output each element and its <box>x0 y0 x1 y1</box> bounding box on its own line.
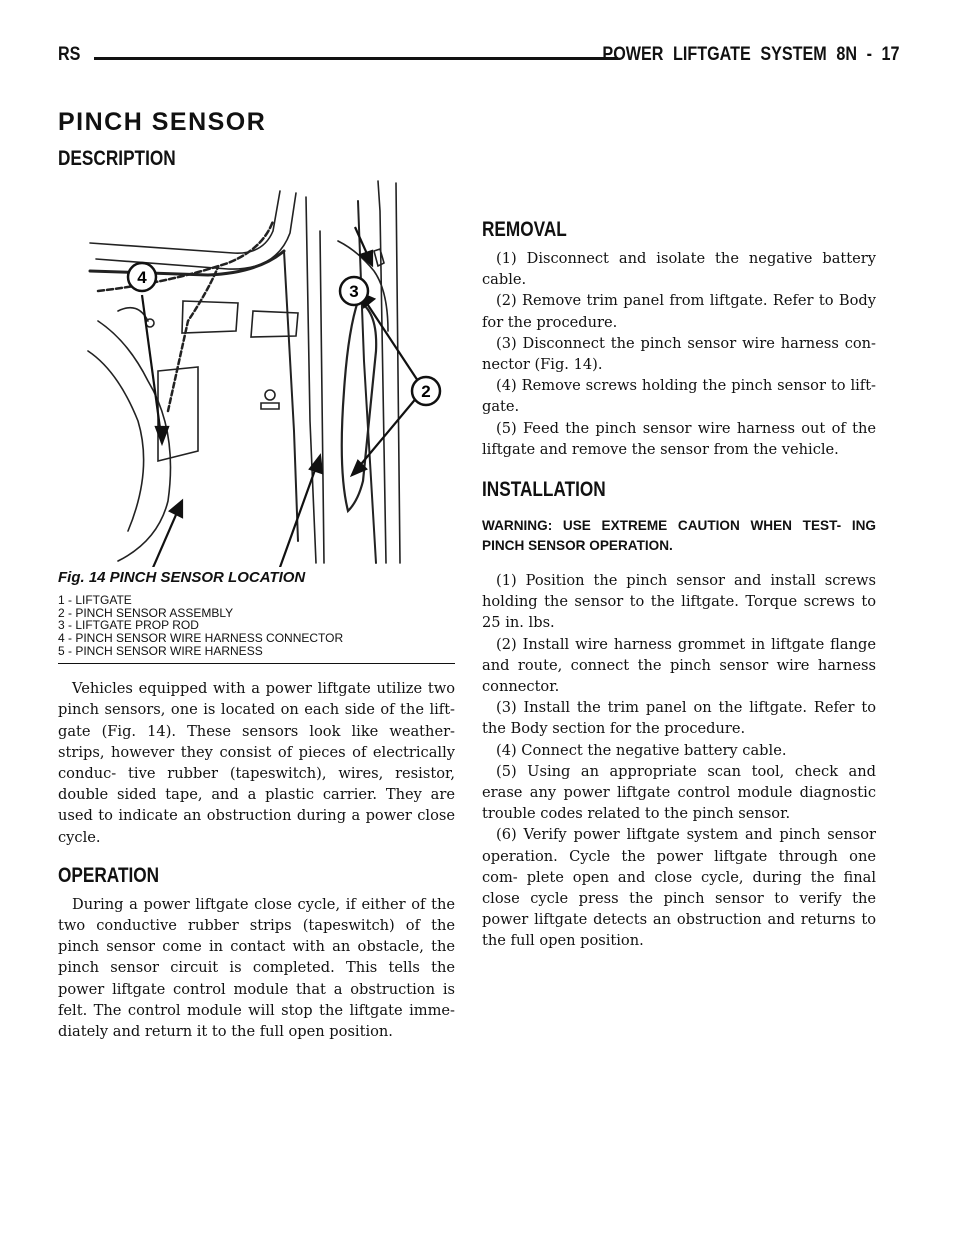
operation-text: During a power liftgate close cycle, if either of the two conductive rubber strips (tapeswitch) of the pinch sensor come in contact with an obstacle, the pinch sensor circuit is completed. This tells the power liftgate control module that a obstruction is felt. The control module will stop the liftgate imme- diately and return it to the full open position. <box>58 895 455 1041</box>
legend-item: 1 - LIFTGATE <box>58 593 132 608</box>
removal-step: (4) Remove screws holding the pinch sensor to lift- gate. <box>482 377 876 416</box>
removal-step: (3) Disconnect the pinch sensor wire harness con- nector (Fig. 14). <box>482 334 876 374</box>
legend-item: 3 - LIFTGATE PROP ROD <box>58 618 199 633</box>
installation-step: (6) Verify power liftgate system and pinch sensor operation. Cycle the power liftgate through one com- plete open and close cycle, during the final close cycle press the pinch sensor to verify the power liftgate detects an obstruction and returns to the full open position. <box>482 826 876 950</box>
right-column <box>482 108 876 952</box>
header-page-title: POWER LIFTGATE SYSTEM 8N - 17 <box>602 44 900 65</box>
pinch-sensor-illustration <box>58 171 455 567</box>
legend-item: 5 - PINCH SENSOR WIRE HARNESS <box>58 643 263 658</box>
description-heading: DESCRIPTION <box>58 147 176 170</box>
legend-item: 4 - PINCH SENSOR WIRE HARNESS CONNECTOR <box>58 630 344 645</box>
installation-step: (3) Install the trim panel on the liftgate. Refer to the Body section for the procedure. <box>482 699 876 738</box>
removal-step: (5) Feed the pinch sensor wire harness out of the liftgate and remove the sensor from the vehicle. <box>482 419 876 458</box>
installation-warning: WARNING: USE EXTREME CAUTION WHEN TEST- ING PINCH SENSOR OPERATION. <box>482 518 876 554</box>
installation-step: (1) Position the pinch sensor and install screws holding the sensor to the liftgate. Torque screws to 25 in. lbs. <box>482 572 876 632</box>
removal-heading: REMOVAL <box>482 218 567 241</box>
installation-step: (5) Using an appropriate scan tool, check and erase any power liftgate control module diagnostic trouble codes related to the pinch sensor. <box>482 762 876 823</box>
callout-4-label: 4 <box>137 268 147 287</box>
page-header <box>58 44 900 74</box>
left-column <box>58 108 455 1042</box>
removal-step: (1) Disconnect and isolate the negative battery cable. <box>482 250 876 289</box>
callout-3-label: 3 <box>349 282 359 301</box>
figure <box>58 171 455 567</box>
header-rule <box>94 57 618 60</box>
installation-step: (2) Install wire harness grommet in liftgate flange and route, connect the pinch sensor wire harness connector. <box>482 635 876 696</box>
header-section-code: RS <box>58 44 81 65</box>
legend-item: 2 - PINCH SENSOR ASSEMBLY <box>58 605 234 620</box>
description-text: Vehicles equipped with a power liftgate utilize two pinch sensors, one is located on each side of the lift- gate (Fig. 14). These sensors look like weather-strips, however they consist of pieces of electrically conduc- tive rubber (tapeswitch), wires, resistor, double sided tape, and a plastic carrier. They are used to indicate an obstruction during a power close cycle. <box>58 680 455 846</box>
removal-step: (2) Remove trim panel from liftgate. Refer to Body for the procedure. <box>482 292 876 331</box>
figure-rule <box>58 663 455 664</box>
installation-step: (4) Connect the negative battery cable. <box>496 741 787 759</box>
figure-legend <box>58 594 455 657</box>
operation-heading: OPERATION <box>58 863 160 887</box>
callout-2-label: 2 <box>421 382 431 401</box>
page-title: PINCH SENSOR <box>58 108 267 136</box>
figure-caption: Fig. 14 PINCH SENSOR LOCATION <box>58 569 306 586</box>
installation-heading: INSTALLATION <box>482 478 606 502</box>
